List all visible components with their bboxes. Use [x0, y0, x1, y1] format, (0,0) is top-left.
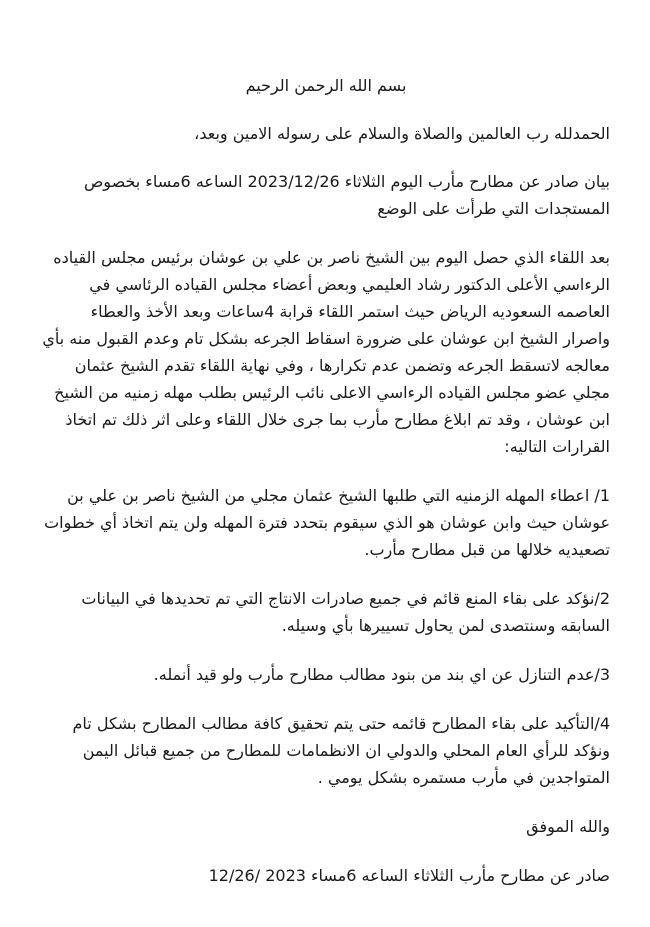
decision-item-4: 4/التأكيد على بقاء المطارح قائمه حتى يتم تحقيق كافة مطالب المطارح بشكل تام ونؤكد للرأي العام المحلي والدولي ان الانظمامات للمطارح من جميع قبائل اليمن المتواجدين في مأرب مستمره بشكل يومي . — [72, 714, 610, 787]
praise-line: الحمدلله رب العالمين والصلاة والسلام على رسوله الامين وبعد، — [194, 124, 610, 143]
body-paragraph: بعد اللقاء الذي حصل اليوم بين الشيخ ناصر بن علي بن عوشان برئيس مجلس القياده الرءاسي الأعلى الدكتور رشاد العليمي وبعض أعضاء مجلس القياده الرئاسي في العاصمه السعوديه الرياض حيث استمر اللقاء قرابة 4ساعات وبعد الأخذ والعطاء واصرار الشيخ ابن عوشان على ضرورة اسقاط الجرعه بشكل تام وعدم القبول منه بأي معالجه لاتسقط الجرعه وتضمن عدم تكرارها ، وفي نهاية اللقاء تقدم الشيخ عثمان مجلي عضو مجلس القياده الرءاسي الاعلى نائب الرئيس بطلب مهله زمنيه من الشيخ ابن عوشان ، وقد تم ابلاغ مطارح مأرب بما جرى خلال اللقاء وعلى اثر ذلك تم اتخاذ القرارات التاليه: — [42, 248, 610, 456]
statement-title: بيان صادر عن مطارح مأرب اليوم الثلاثاء 2023/12/26 الساعه 6مساء بخصوص المستجدات التي طرأت على الوضع — [83, 172, 610, 218]
footer-line: صادر عن مطارح مأرب الثلاثاء الساعه 6مساء 2023 /12/26 — [208, 866, 610, 885]
closing-line: والله الموفق — [526, 817, 610, 836]
decision-item-1: 1/ اعطاء المهله الزمنيه التي طلبها الشيخ عثمان مجلي من الشيخ ناصر بن علي بن عوشان حيث وابن عوشان هو الذي سيقوم بتحدد فترة المهله ولن يتم اتخاذ أي خطوات تصعيديه خلالها من قبل مطارح مأرب. — [44, 486, 610, 559]
statement-document — [42, 72, 610, 889]
decision-item-3: 3/عدم التنازل عن اي بند من بنود مطالب مطارح مأرب ولو قيد أنمله. — [153, 665, 610, 684]
basmala-heading: بسم الله الرحمن الرحيم — [245, 76, 407, 95]
decision-item-2: 2/نؤكد على بقاء المنع قائم في جميع صادرات الانتاج التي تم تحديدها في البيانات السابقه وسنتصدى لمن يحاول تسييرها بأي وسيله. — [81, 589, 610, 635]
